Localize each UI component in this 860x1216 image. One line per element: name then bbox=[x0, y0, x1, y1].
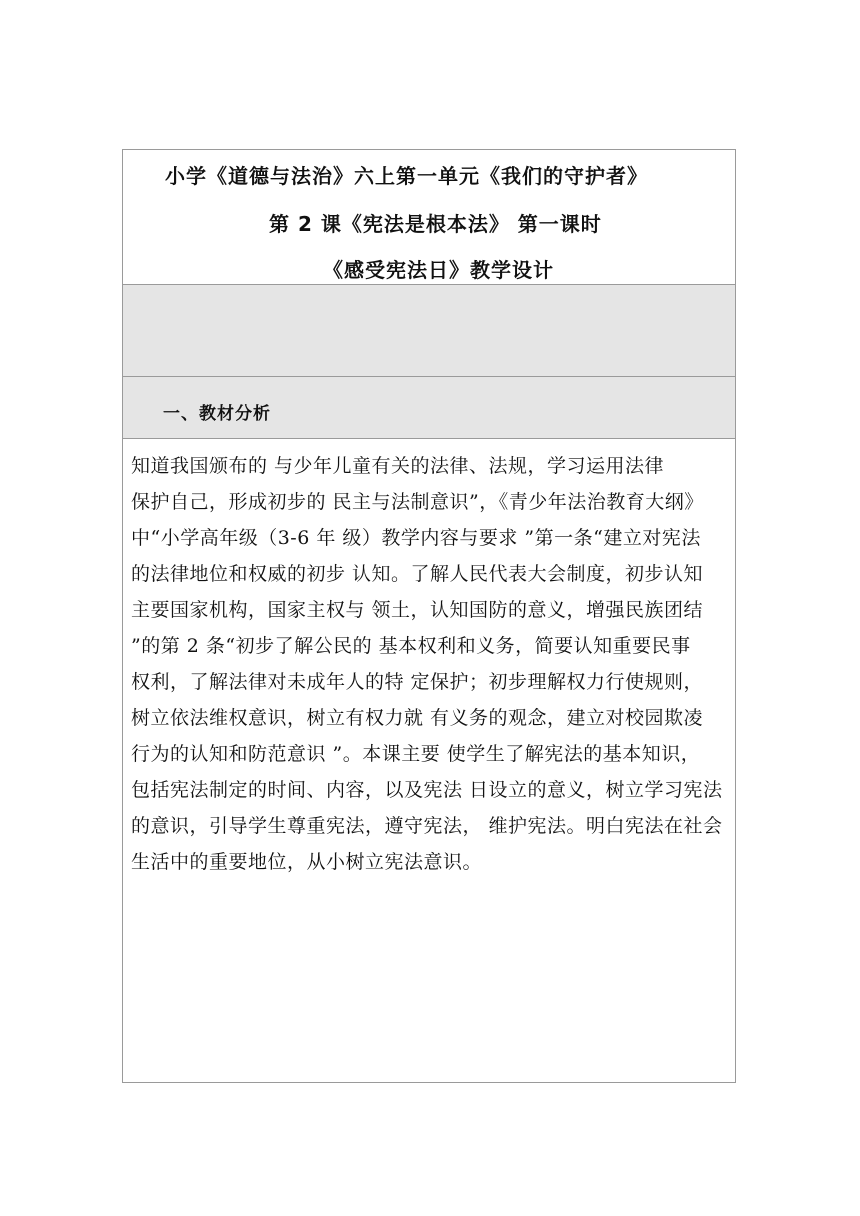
body-line: 的意识，引导学生尊重宪法，遵守宪法， 维护宪法。明白宪法在社会 bbox=[131, 815, 723, 837]
body-line: 保护自己，形成初步的 民主与法制意识”，《青少年法治教育大纲》 bbox=[131, 491, 704, 513]
body-text-cell bbox=[123, 439, 735, 1082]
title-line-design: 《感受宪法日》教学设计 bbox=[323, 258, 554, 282]
section-heading-cell bbox=[123, 377, 735, 439]
title-line-lesson: 第 2 课《宪法是根本法》 第一课时 bbox=[269, 212, 602, 236]
body-line: 行为的认知和防范意识 ”。本课主要 使学生了解宪法的基本知识， bbox=[131, 743, 701, 765]
body-line: 知道我国颁布的 与少年儿童有关的法律、法规，学习运用法律 bbox=[131, 455, 665, 477]
lesson-plan-table bbox=[122, 149, 736, 1083]
empty-shaded-cell bbox=[123, 285, 735, 377]
section-heading: 一、教材分析 bbox=[163, 404, 271, 424]
title-line-unit: 小学《道德与法治》六上第一单元《我们的守护者》 bbox=[165, 164, 648, 188]
body-line: 树立依法维权意识，树立有权力就 有义务的观念，建立对校园欺凌 bbox=[131, 707, 704, 729]
body-line: 生活中的重要地位，从小树立宪法意识。 bbox=[131, 851, 483, 873]
body-line: 权利，了解法律对未成年人的特 定保护；初步理解权力行使规则， bbox=[131, 671, 704, 693]
body-line: 的法律地位和权威的初步 认知。了解人民代表大会制度，初步认知 bbox=[131, 563, 704, 585]
body-line: ”的第 2 条“初步了解公民的 基本权利和义务，简要认知重要民事 bbox=[131, 635, 691, 657]
body-line: 主要国家机构，国家主权与 领土，认知国防的意义，增强民族团结 bbox=[131, 599, 704, 621]
body-line: 中“小学高年级（3-6 年 级）教学内容与要求 ”第一条“建立对宪法 bbox=[131, 527, 701, 549]
body-line: 包括宪法制定的时间、内容，以及宪法 日设立的意义，树立学习宪法 bbox=[131, 779, 723, 801]
title-cell bbox=[123, 150, 735, 285]
